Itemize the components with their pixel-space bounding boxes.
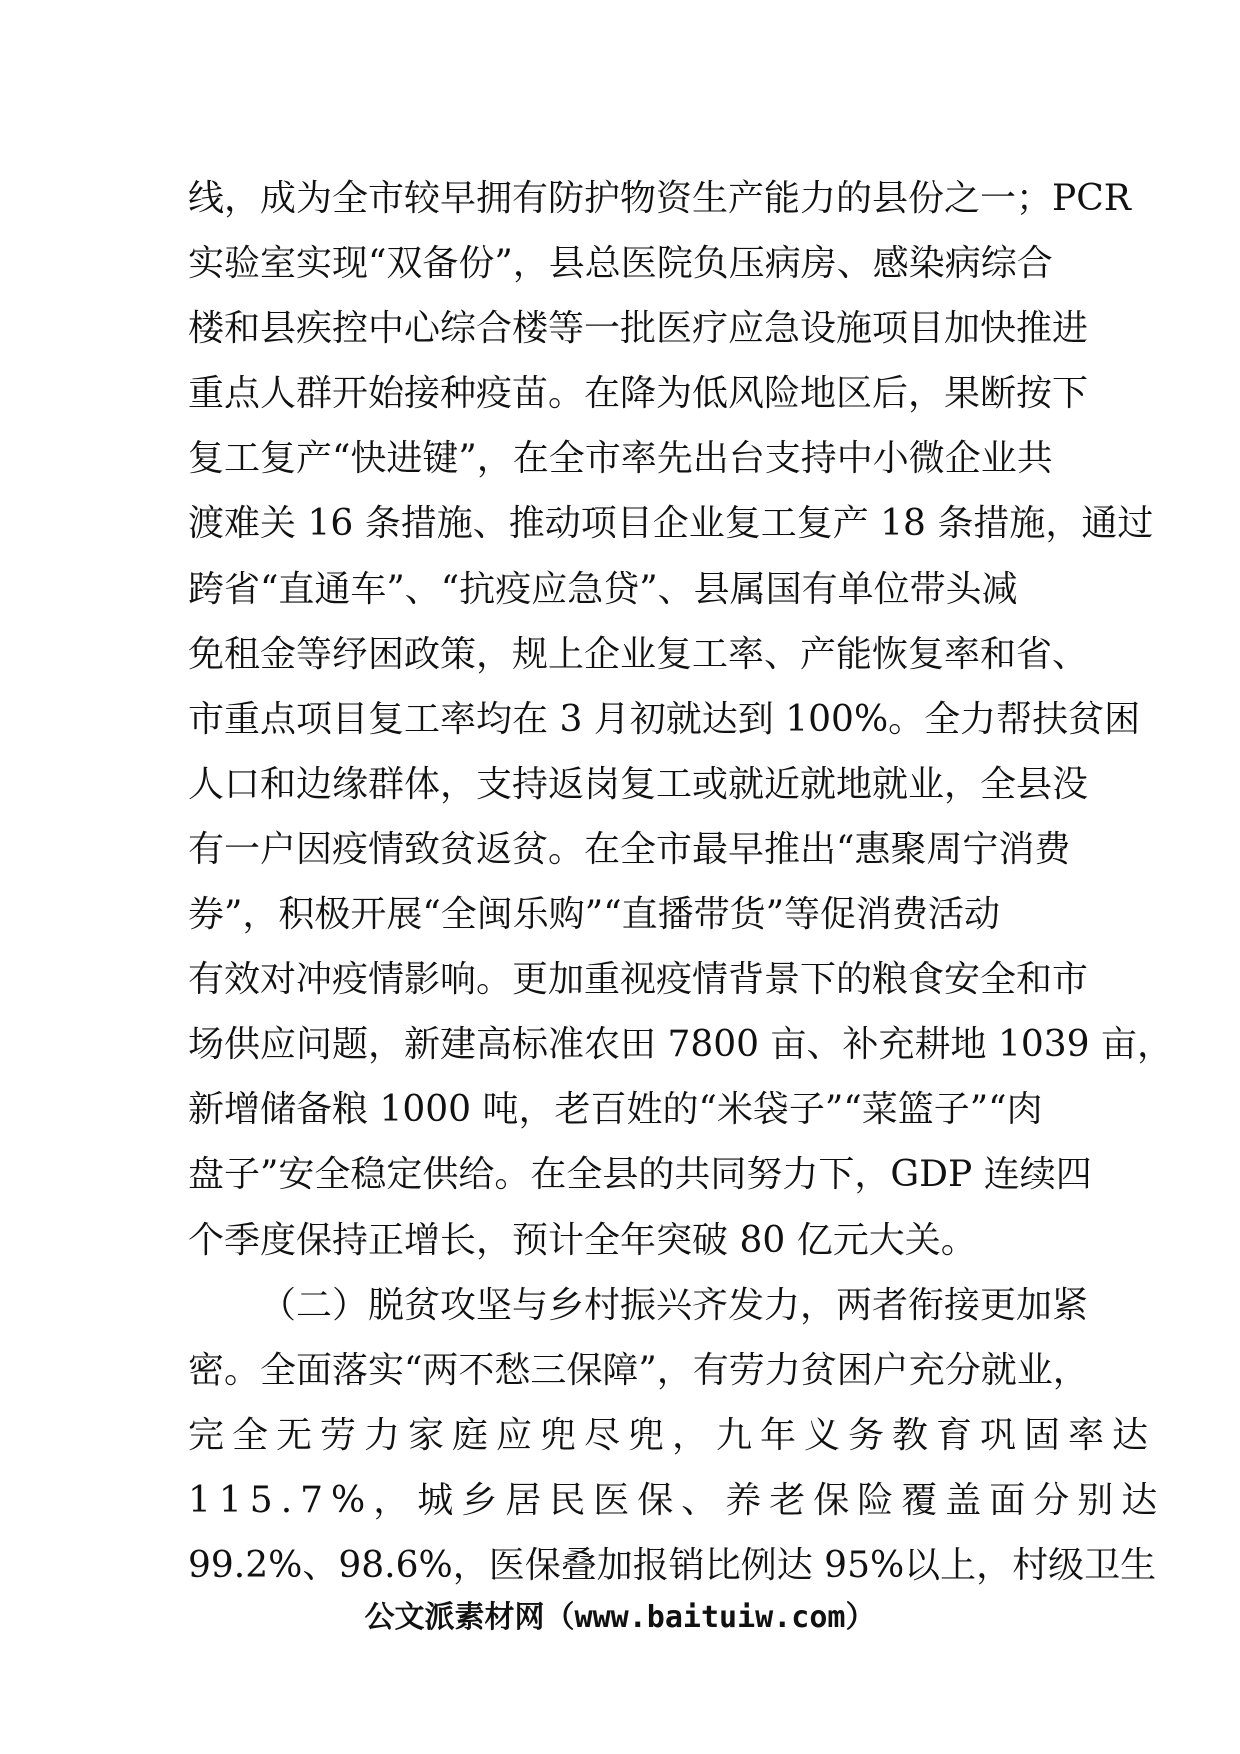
text-line: 券”，积极开展“全闽乐购”“直播带货”等促消费活动 — [188, 894, 1001, 936]
section-heading-line: （二）脱贫攻坚与乡村振兴齐发力，两者衔接更加紧 — [260, 1284, 1089, 1326]
text-line: 实验室实现“双备份”，县总医院负压病房、感染病综合 — [188, 243, 1053, 285]
text-line: 跨省“直通车”、“抗疫应急贷”、县属国有单位带头减 — [188, 568, 1018, 610]
text-line: 楼和县疾控中心综合楼等一批医疗应急设施项目加快推进 — [188, 308, 1089, 350]
text-line: 渡难关 16 条措施、推动项目企业复工复产 18 条措施，通过 — [188, 503, 1154, 545]
footer-watermark: 公文派素材网（www.baituiw.com） — [364, 1600, 876, 1635]
text-line: 重点人群开始接种疫苗。在降为低风险地区后，果断按下 — [188, 373, 1089, 415]
text-line: 完全无劳力家庭应兜尽兜，九年义务教育巩固率达 — [188, 1414, 1157, 1456]
text-line: 盘子”安全稳定供给。在全县的共同努力下，GDP 连续四 — [188, 1154, 1092, 1196]
text-line: 人口和边缘群体，支持返岗复工或就近就地就业，全县没 — [188, 763, 1089, 805]
text-line: 新增储备粮 1000 吨，老百姓的“米袋子”“菜篮子”“肉 — [188, 1089, 1043, 1131]
text-line: 场供应问题，新建高标准农田 7800 亩、补充耕地 1039 亩， — [188, 1024, 1174, 1066]
text-line: 密。全面落实“两不愁三保障”，有劳力贫困户充分就业， — [188, 1349, 1089, 1391]
body-text — [188, 166, 1174, 1598]
text-line: 115.7%，城乡居民医保、养老保险覆盖面分别达 — [188, 1479, 1166, 1521]
text-line: 有一户因疫情致贫返贫。在全市最早推出“惠聚周宁消费 — [188, 828, 1071, 870]
text-line: 有效对冲疫情影响。更加重视疫情背景下的粮食安全和市 — [188, 959, 1089, 1001]
text-line: 99.2%、98.6%，医保叠加报销比例达 95%以上，村级卫生 — [188, 1544, 1157, 1586]
text-line: 个季度保持正增长，预计全年突破 80 亿元大关。 — [188, 1219, 977, 1261]
text-line: 免租金等纾困政策，规上企业复工率、产能恢复率和省、 — [188, 633, 1089, 675]
text-line: 线，成为全市较早拥有防护物资生产能力的县份之一；PCR — [188, 178, 1131, 219]
text-line: 市重点项目复工率均在 3 月初就达到 100%。全力帮扶贫困 — [188, 698, 1141, 740]
text-line: 复工复产“快进键”，在全市率先出台支持中小微企业共 — [188, 438, 1053, 480]
